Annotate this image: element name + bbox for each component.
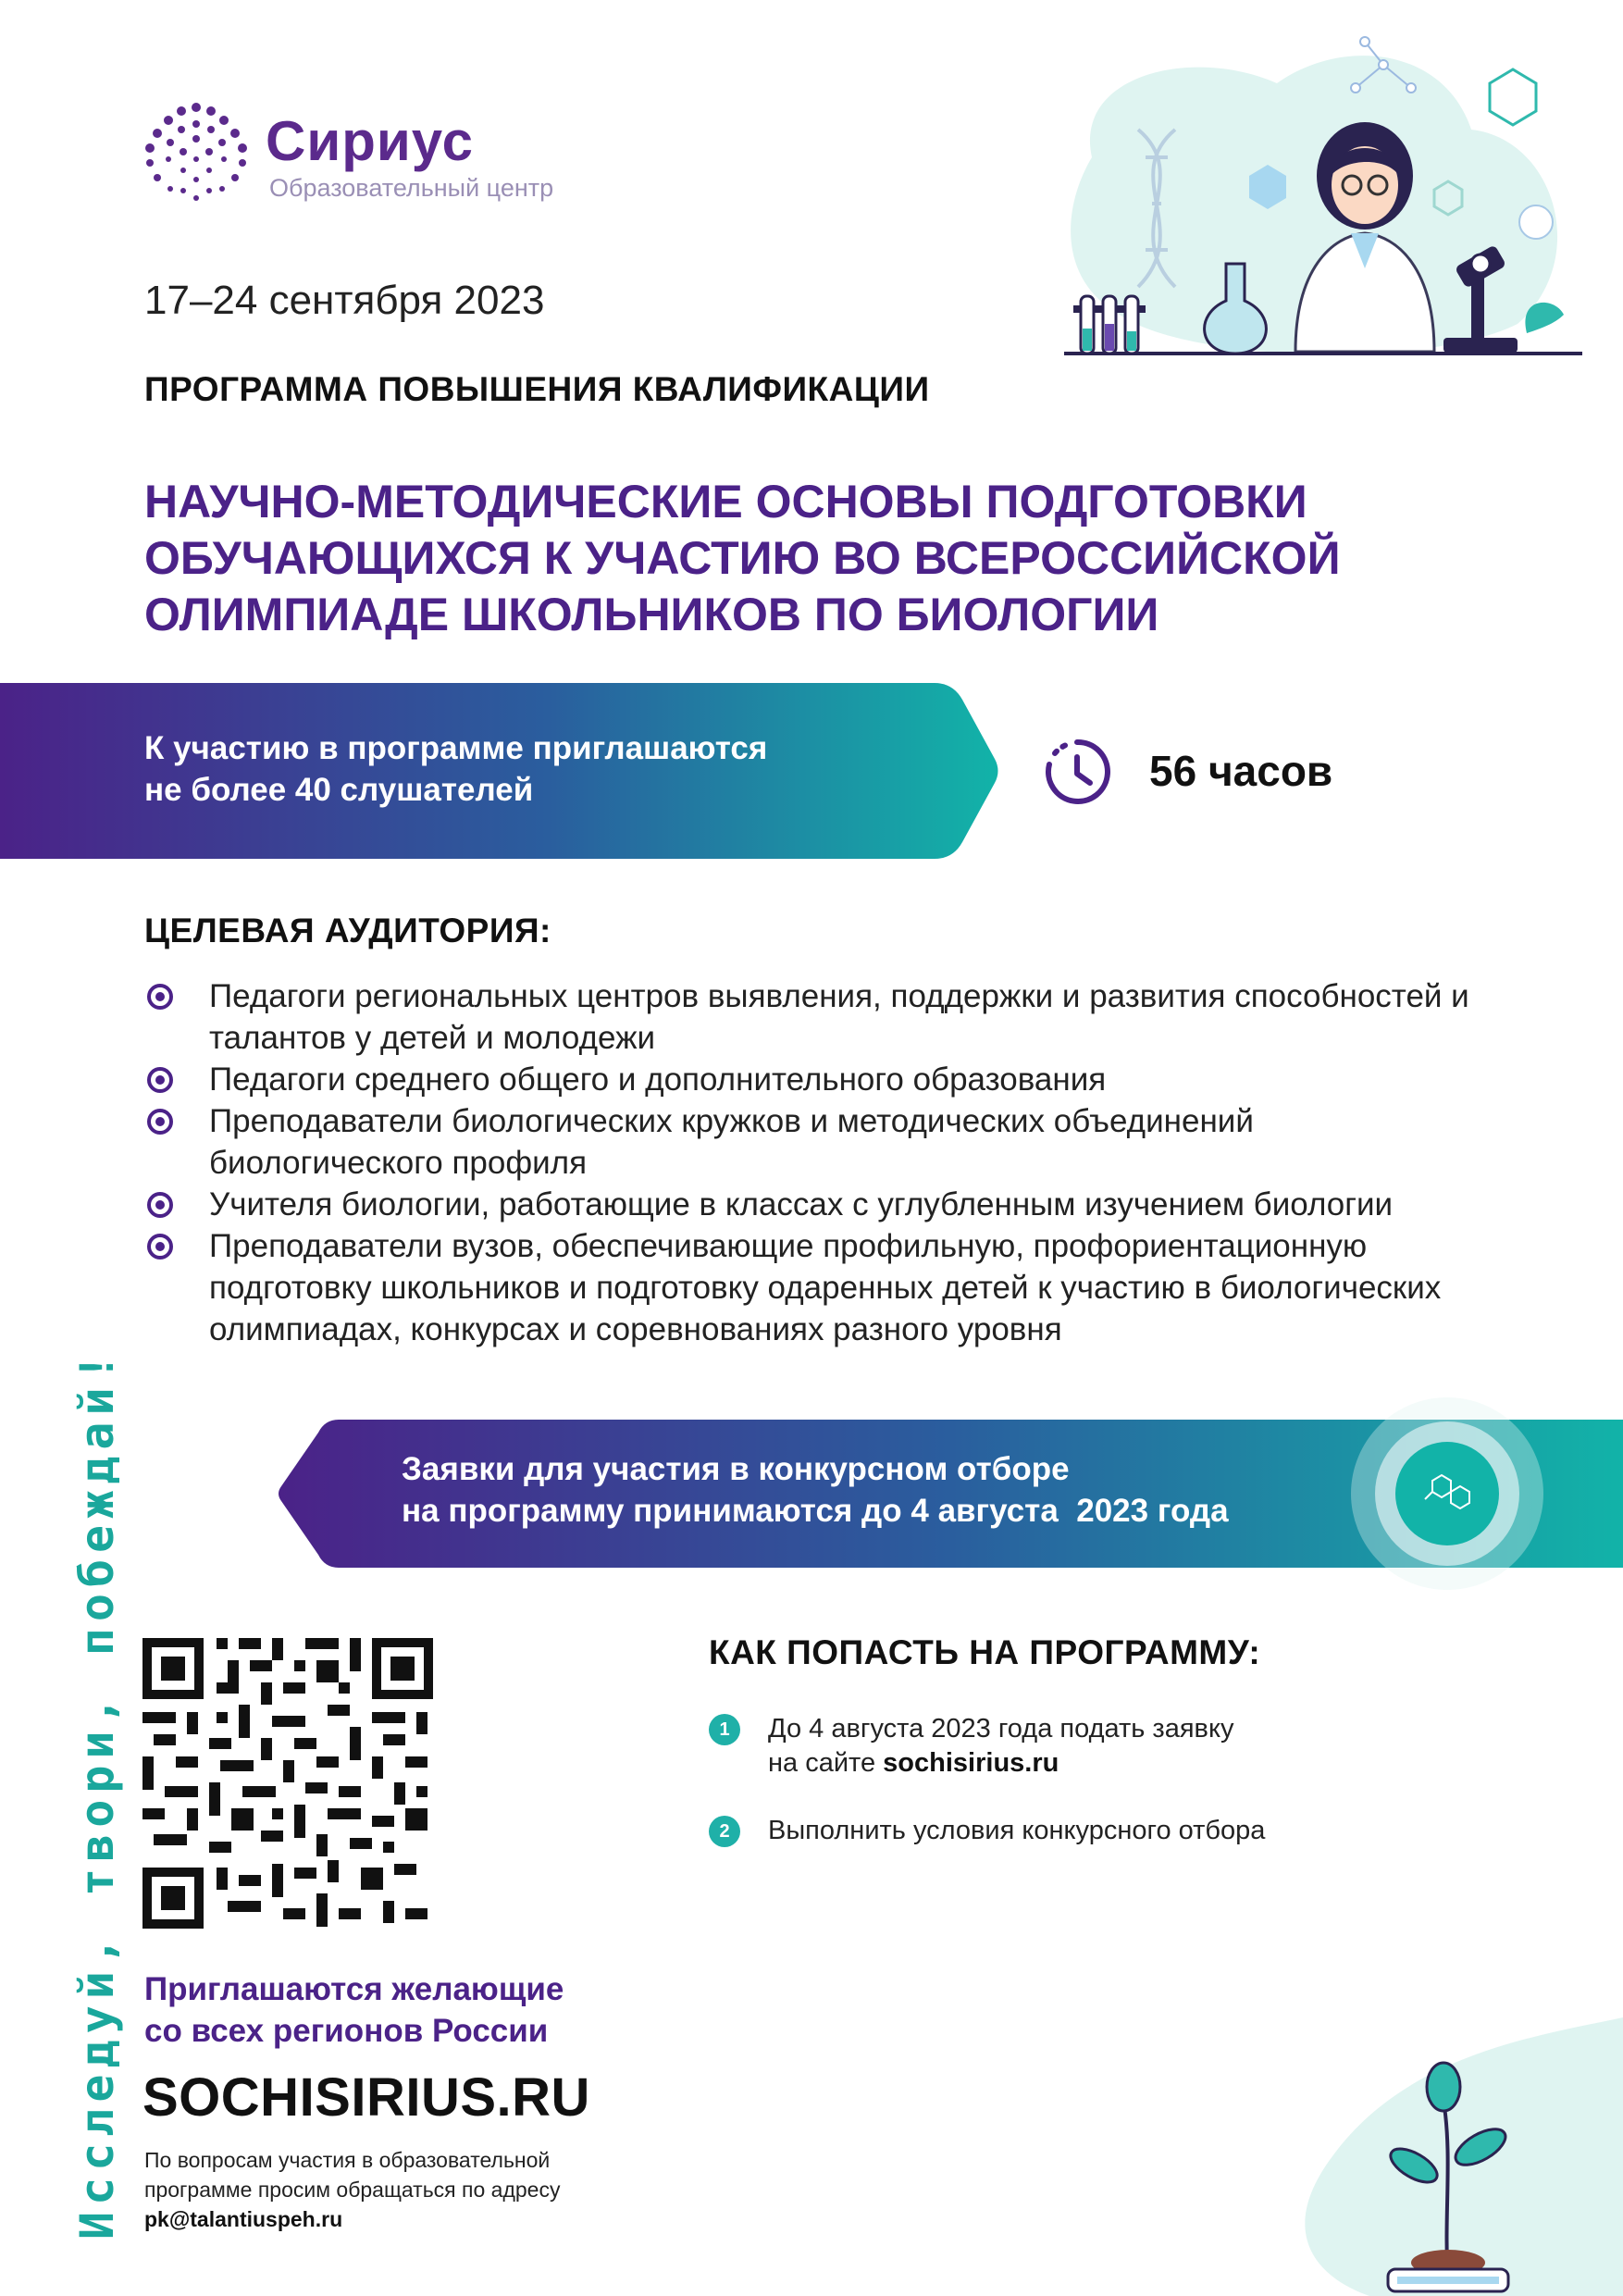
list-item: Преподаватели биологических кружков и методических объединений биологического профиля <box>144 1100 1495 1184</box>
program-type: ПРОГРАММА ПОВЫШЕНИЯ КВАЛИФИКАЦИИ <box>144 370 930 408</box>
deadline-text: Заявки для участия в конкурсном отборе на программу принимаются до 4 августа 2023 года <box>402 1451 1229 1529</box>
sirius-logo-icon <box>141 102 252 205</box>
bottom-right-illustration <box>1258 1999 1623 2296</box>
title-line: ОЛИМПИАДЕ ШКОЛЬНИКОВ ПО БИОЛОГИИ <box>144 589 1159 640</box>
website-link[interactable]: SOCHISIRIUS.RU <box>142 2067 590 2128</box>
target-bullet-icon <box>146 1233 174 1260</box>
target-bullet-icon <box>146 1108 174 1136</box>
contact-email[interactable]: pk@talantiuspeh.ru <box>144 2207 343 2231</box>
hours-count: 56 часов <box>1149 747 1333 795</box>
title-line: НАУЧНО-МЕТОДИЧЕСКИЕ ОСНОВЫ ПОДГОТОВКИ <box>144 476 1307 527</box>
page-title <box>144 474 1440 643</box>
audience-list <box>144 975 1495 1350</box>
contact-info: По вопросам участия в образовательной программе просим обращаться по адресу pk@talantiuspeh.ru <box>144 2148 561 2231</box>
step-site-link[interactable]: sochisirius.ru <box>883 1748 1059 1778</box>
slogan: Исследуй, твори, побеждай! <box>70 1347 124 2240</box>
invite-text: Приглашаются желающие со всех регионов России <box>144 1971 564 2049</box>
step-number: 2 <box>709 1816 740 1847</box>
step-number: 1 <box>709 1714 740 1745</box>
top-right-illustration <box>1036 19 1623 361</box>
test-tubes-icon <box>1073 296 1146 354</box>
participants-text: К участию в программе приглашаются не более 40 слушателей <box>144 730 768 808</box>
event-date: 17–24 сентября 2023 <box>144 278 545 323</box>
clock-icon <box>1042 737 1112 807</box>
how-to-heading: КАК ПОПАСТЬ НА ПРОГРАММУ: <box>709 1633 1261 1671</box>
logo-name: Сириус <box>266 110 474 172</box>
audience-heading: ЦЕЛЕВАЯ АУДИТОРИЯ: <box>144 912 551 949</box>
list-item: Педагоги среднего общего и дополнительного образования <box>144 1059 1495 1100</box>
list-item: Педагоги региональных центров выявления, поддержки и развития способностей и талантов у детей и молодежи <box>144 975 1495 1059</box>
qr-code[interactable] <box>142 1638 433 1929</box>
target-bullet-icon <box>146 1191 174 1219</box>
target-bullet-icon <box>146 983 174 1011</box>
target-bullet-icon <box>146 1066 174 1094</box>
list-item: Преподаватели вузов, обеспечивающие профильную, профориентационную подготовку школьников и подготовку одаренных детей к участию в биологических олимпиадах, конкурсах и соревнованиях разного уровня <box>144 1225 1495 1350</box>
title-line: ОБУЧАЮЩИХСЯ К УЧАСТИЮ ВО ВСЕРОССИЙСКОЙ <box>144 532 1341 584</box>
list-item: Учителя биологии, работающие в классах с углубленным изучением биологии <box>144 1184 1495 1225</box>
logo-subtitle: Образовательный центр <box>269 174 554 202</box>
